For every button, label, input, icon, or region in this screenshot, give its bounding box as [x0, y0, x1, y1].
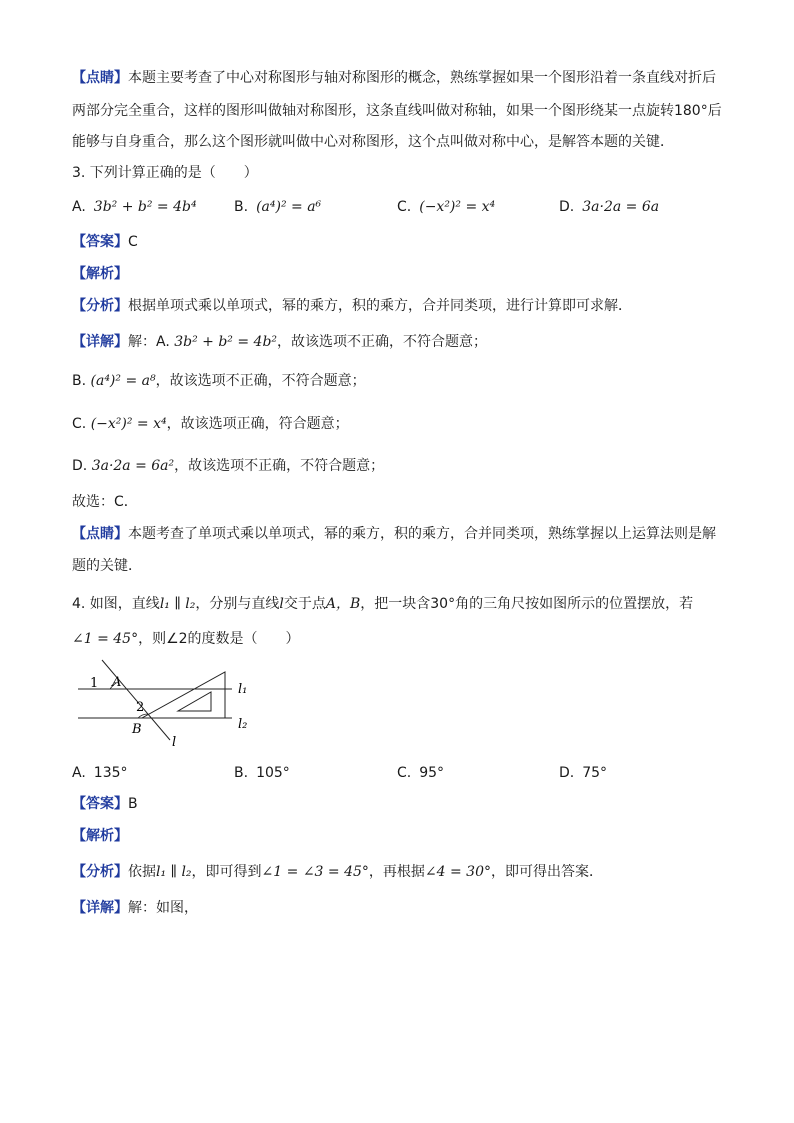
q3-xiangjie-b: B. (a⁴)² = a⁸，故该选项不正确，不符合题意；: [72, 373, 366, 389]
q3-xiangjie-c: C. (−x²)² = x⁴，故该选项正确，符合题意；: [72, 416, 349, 432]
dianjing-text-1: 本题主要考查了中心对称图形与轴对称图形的概念，熟练掌握如果一个图形沿着一条直线对折后: [128, 70, 716, 86]
q3-answer: 【答案】C: [72, 234, 138, 250]
q3-stem: 3. 下列计算正确的是（ ）: [72, 165, 258, 181]
q4-option-a: A. 135°: [72, 765, 128, 781]
q3-options: [72, 196, 732, 218]
dianjing-line-2: 两部分完全重合，这样的图形叫做轴对称图形，这条直线叫做对称轴，如果一个图形绕某一点旋转180°后: [72, 103, 722, 119]
q4-figure: [70, 656, 270, 756]
q3-xiangjie-d: D. 3a·2a = 6a²，故该选项不正确，不符合题意；: [72, 458, 385, 474]
q4-xiangjie: 【详解】解：如图，: [72, 900, 198, 916]
q3-option-b: B. (a⁴)² = a⁶: [234, 199, 322, 215]
label-1: 1: [90, 676, 99, 691]
label-2: 2: [136, 700, 145, 715]
dianjing-line-1: [72, 68, 716, 88]
label-l1: l₁: [238, 682, 248, 697]
q3-guxuan: 故选：C．: [72, 494, 138, 510]
q3-option-d: D. 3a·2a = 6a: [559, 199, 660, 215]
q4-option-d: D. 75°: [559, 765, 608, 781]
q4-option-b: B. 105°: [234, 765, 290, 781]
q3-dianjing-line-2: 题的关键．: [72, 558, 142, 574]
q3-option-a: A. 3b² + b² = 4b⁴: [72, 199, 197, 215]
q3-option-c: C. (−x²)² = x⁴: [397, 199, 496, 215]
q4-stem-line-1: 4. 如图，直线l₁ ∥ l₂，分别与直线l交于点A，B，把一块含30°角的三角尺按如图所示的位置摆放，若: [72, 596, 694, 612]
q3-xiangjie-a: 【详解】解：A. 3b² + b² = 4b²，故该选项不正确，不符合题意；: [72, 334, 488, 350]
q3-dianjing-line-1: 【点睛】本题考查了单项式乘以单项式，幂的乘方，积的乘方，合并同类项，熟练掌握以上运算法则是解: [72, 526, 716, 542]
label-B: B: [132, 722, 142, 737]
q4-option-c: C. 95°: [397, 765, 445, 781]
label-A: A: [112, 675, 122, 690]
q4-jiexi: 【解析】: [72, 828, 128, 844]
q3-jiexi: 【解析】: [72, 266, 128, 282]
q3-fenxi: 【分析】根据单项式乘以单项式，幂的乘方，积的乘方，合并同类项，进行计算即可求解．: [72, 298, 632, 314]
label-l2: l₂: [238, 717, 248, 732]
q4-fenxi: 【分析】依据l₁ ∥ l₂，即可得到∠1 = ∠3 = 45°，再根据∠4 = 30°，即可得出答案．: [72, 864, 603, 880]
dianjing-line-3: 能够与自身重合，那么这个图形就叫做中心对称图形，这个点叫做对称中心，是解答本题的关键．: [72, 134, 674, 150]
label-l: l: [172, 735, 177, 750]
q4-options: [72, 762, 732, 784]
q4-answer: 【答案】B: [72, 796, 138, 812]
q4-stem-line-2: ∠1 = 45°，则∠2的度数是（ ）: [72, 631, 300, 647]
dianjing-tag: 【点睛】: [72, 70, 128, 86]
